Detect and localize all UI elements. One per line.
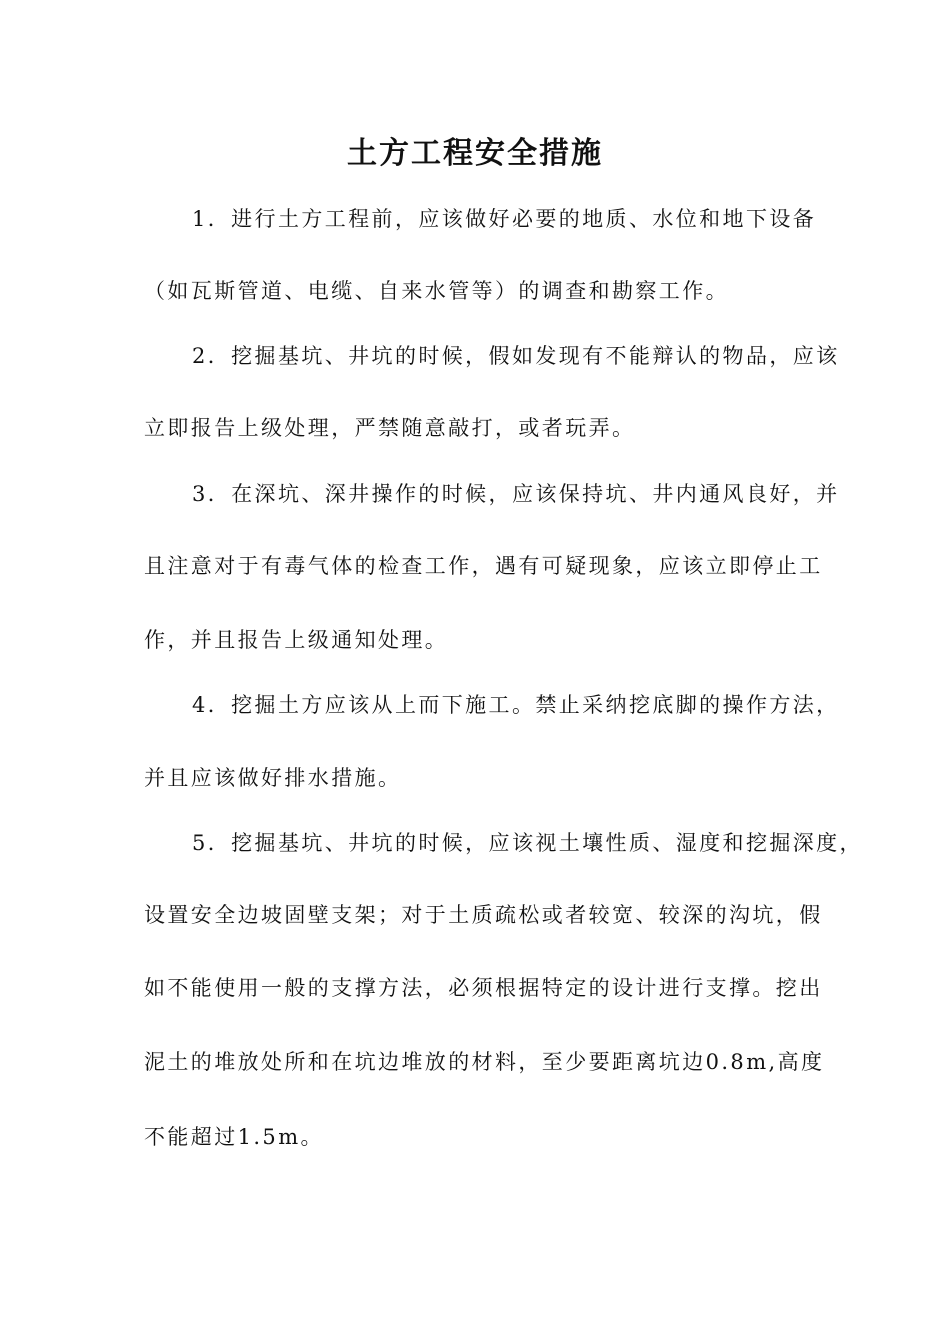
paragraph-5-line-4: 泥土的堆放处所和在坑边堆放的材料，至少要距离坑边0.8m,高度 [144, 1050, 825, 1074]
paragraph-5-line-3: 如不能使用一般的支撑方法，必须根据特定的设计进行支撑。挖出 [144, 976, 823, 1000]
paragraph-5-line-1: 5．挖掘基坑、井坑的时候，应该视土壤性质、湿度和挖掘深度， [192, 831, 863, 855]
paragraph-3-line-3: 作，并且报告上级通知处理。 [144, 628, 449, 652]
paragraph-1-line-2: （如瓦斯管道、电缆、自来水管等）的调查和勘察工作。 [144, 279, 729, 303]
paragraph-2-line-1: 2．挖掘基坑、井坑的时候，假如发现有不能辩认的物品，应该 [192, 344, 840, 368]
page-title: 土方工程安全措施 [347, 136, 603, 171]
paragraph-3-line-1: 3．在深坑、深井操作的时候，应该保持坑、井内通风良好，并 [192, 482, 840, 506]
paragraph-4-line-2: 并且应该做好排水措施。 [144, 766, 402, 790]
paragraph-5-line-2: 设置安全边坡固壁支架；对于土质疏松或者较宽、较深的沟坑，假 [144, 903, 823, 927]
paragraph-4-line-1: 4．挖掘土方应该从上而下施工。禁止采纳挖底脚的操作方法， [192, 693, 840, 717]
paragraph-1-line-1: 1．进行土方工程前，应该做好必要的地质、水位和地下设备 [192, 207, 817, 231]
paragraph-2-line-2: 立即报告上级处理，严禁随意敲打，或者玩弄。 [144, 416, 636, 440]
paragraph-3-line-2: 且注意对于有毒气体的检查工作，遇有可疑现象，应该立即停止工 [144, 554, 823, 578]
paragraph-5-line-5: 不能超过1.5m。 [144, 1125, 324, 1149]
